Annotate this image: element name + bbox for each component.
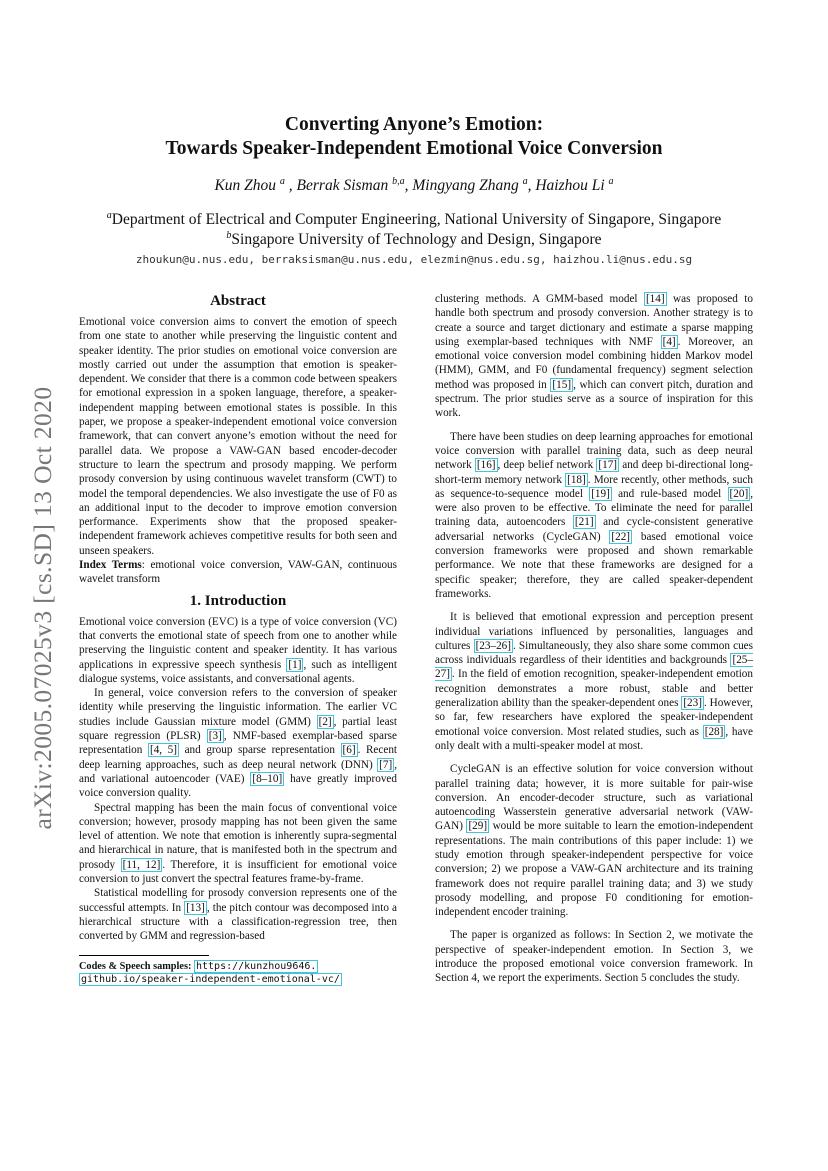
- citation-link[interactable]: [3]: [208, 730, 222, 743]
- paragraph: [435, 430, 753, 602]
- citation-link[interactable]: [17]: [598, 459, 618, 472]
- paragraph-text: In general, voice conversion refers to the conversion of speaker identity while preserving the linguistic information. The earlier VC studies include Gaussian mixture model (GMM): [79, 687, 397, 728]
- author-emails: zhoukun@u.nus.edu, berraksisman@u.nus.edu, elezmin@nus.edu.sg, haizhou.li@nus.edu.sg: [135, 253, 693, 266]
- citation-link[interactable]: [14]: [645, 293, 665, 305]
- paragraph-text: . Therefore, it is insufficient for emotional voice conversion to just convert the spectral features frame-by-frame.: [79, 858, 397, 885]
- citation-link[interactable]: [25–27]: [435, 654, 753, 681]
- citation-link[interactable]: [2]: [318, 715, 332, 728]
- citation-link[interactable]: [8–10]: [252, 772, 283, 785]
- paragraph-text: clustering methods. A GMM-based model: [435, 293, 644, 305]
- paragraph: [435, 762, 753, 919]
- paragraph-text: Spectral mapping has been the main focus of conventional voice conversion; however, prosody mapping has not been given the same level of attention. We note that emotion is inherently supra-segmental and hierarchical in nature, that is manifested both in the spectrum and prosody: [79, 801, 397, 871]
- footnote-rule: [79, 955, 209, 956]
- citation-link[interactable]: [6]: [342, 744, 356, 757]
- citation-link[interactable]: [16]: [476, 459, 496, 472]
- citation-link[interactable]: [4]: [662, 335, 676, 348]
- author-affiliation-mark: b,a: [392, 176, 405, 187]
- paragraph-text: and deep bi-directional long-short-term memory network: [435, 459, 754, 486]
- paragraph-text: . Recent deep learning approaches, such as deep neural network (DNN): [79, 744, 398, 771]
- paragraph-text: and group sparse representation: [179, 744, 341, 757]
- paragraph-text: It is believed that emotional expression and perception present individual variations influenced by personalities, languages and cultures: [435, 611, 753, 652]
- project-url-link[interactable]: https://kunzhou9646.: [195, 961, 317, 973]
- paragraph-text: and cycle-consistent generative adversarial networks (CycleGAN): [435, 516, 754, 543]
- paragraph-text: There have been studies on deep learning approaches for emotional voice conversion with parallel training data, such as deep neural network: [435, 430, 753, 472]
- author: Berrak Sisman: [296, 177, 389, 195]
- paragraph: [79, 801, 397, 887]
- citation-link[interactable]: [15]: [552, 378, 572, 391]
- citation-link[interactable]: [13]: [186, 901, 205, 914]
- paragraph-text: . In the field of emotion recognition, speaker-independent emotion recognition demonstrates a more robust, stable and better generalization ability than the speaker-dependent ones: [435, 668, 753, 710]
- author-affiliation-mark: a: [608, 176, 614, 187]
- paragraph: [435, 610, 753, 753]
- paragraph-text: was proposed to handle both spectrum and prosody conversion. Another strategy is to create a source and target dictionary and estimate a sparse mapping using exemplar-based techniques with NMF: [435, 293, 753, 348]
- citation-link[interactable]: [29]: [468, 820, 488, 833]
- paragraph: [435, 292, 753, 421]
- paragraph-text: , the pitch contour was decomposed into a hierarchical structure with a classification-regression tree, then converted by GMM and regression-based: [79, 901, 397, 943]
- project-url-link-cont[interactable]: github.io/speaker-independent-emotional-vc/: [81, 974, 340, 986]
- paragraph-text: , NMF-based exemplar-based sparse representation: [79, 730, 397, 757]
- arxiv-identifier: arXiv:2005.07025v3 [cs.SD] 13 Oct 2020: [28, 386, 57, 830]
- paragraph-text: based emotional voice conversion frameworks were proposed and shown remarkable performance. We note that these frameworks are designed for a specific speaker; therefore, they are called speaker-dependent frameworks.: [435, 530, 753, 600]
- citation-link[interactable]: [28]: [704, 725, 724, 738]
- abstract-heading: Abstract: [210, 293, 266, 309]
- citation-link[interactable]: [20]: [729, 487, 749, 500]
- paragraph-text: CycleGAN is an effective solution for voice conversion without parallel training data; however, it is more suitable for pair-wise conversion. An encoder-decoder structure, such as variational autoencoding Wasserstein generative adversarial network (VAW-GAN): [435, 763, 753, 833]
- index-terms: : emotional voice conversion, VAW-GAN, continuous wavelet transform: [79, 559, 397, 586]
- right-column: [435, 292, 753, 986]
- affiliation-sutd: $^b$Singapore University of Technology and Design, Singapore: [226, 230, 602, 249]
- footnote: [79, 960, 397, 986]
- citation-link[interactable]: [19]: [591, 487, 610, 500]
- author: Mingyang Zhang: [412, 177, 519, 195]
- footnote-label: Codes & Speech samples:: [79, 961, 192, 973]
- paragraph: [435, 928, 753, 985]
- citation-link[interactable]: [4, 5]: [149, 744, 177, 757]
- abstract-text: Emotional voice conversion aims to convert the emotion of speech from one state to another while preserving the linguistic content and speaker identity. The prior studies on emotional voice conversion are mostly carried out under the assumption that emotion is speaker-dependent. We consider that there is a common code between speakers for emotional expression in a spoken language, therefore, a speaker-independent mapping between emotional states is possible. In this paper, we propose a speaker-independent emotional voice conversion framework, that can convert anyone’s emotion without the need for parallel data. We propose a VAW-GAN based encoder-decoder structure to learn the spectrum and prosody mapping. We perform prosody conversion by using continuous wavelet transform (CWT) to model the temporal dependencies. We also investigate the use of F0 as an additional input to the decoder to improve emotion conversion performance. Experiments show that the proposed speaker-independent framework achieves competitive results for both seen and unseen speakers. Index Terms: emotional voice conversion, VAW-GAN, continuous wavelet transform: [79, 316, 397, 586]
- affiliation-nus: $^a$Department of Electrical and Computer Engineering, National University of Singapore, Singapore: [106, 210, 722, 229]
- author: Kun Zhou: [214, 177, 277, 195]
- paragraph-text: . Simultaneously, they also share some common cues across individuals regardless of their identities and backgrounds: [435, 639, 753, 667]
- left-column: [79, 292, 397, 986]
- paragraph-text: would be more suitable to learn the emotion-independent representations. The main contributions of this paper include: 1) we study emotion through speaker-independent perspective for voice conversion; 2) we propose a VAW-GAN architecture and its training framework does not require parallel training data; and 3) we study prosody modelling, and propose F0 conditioning for emotion-independent encoder training.: [435, 820, 754, 919]
- paragraph-text: Emotional voice conversion (EVC) is a type of voice conversion (VC) that converts the emotional state of speech from one to another while preserving the linguistic content and speaker identity. It has various applications in expressive speech synthesis: [79, 615, 397, 671]
- citation-link[interactable]: [21]: [574, 516, 594, 529]
- citation-link[interactable]: [18]: [567, 473, 586, 486]
- citation-link[interactable]: [23]: [683, 697, 702, 710]
- paragraph-text: Statistical modelling for prosody conversion represents one of the successful attempts. In: [79, 887, 397, 914]
- author-affiliation-mark: a: [279, 176, 285, 187]
- paragraph-text: . Moreover, an emotional voice conversion model combining hidden Markov model (HMM), GMM, and F0 (fundamental frequency) segment selection method was proposed in: [435, 335, 753, 391]
- author: Haizhou Li: [535, 177, 605, 195]
- citation-link[interactable]: [22]: [611, 530, 631, 543]
- paper-title-line-2: Towards Speaker-Independent Emotional Voice Conversion: [165, 138, 663, 159]
- paragraph-text: and rule-based model: [611, 487, 728, 500]
- paragraph: [79, 686, 397, 800]
- citation-link[interactable]: [23–26]: [475, 639, 511, 652]
- paragraph-text: have greatly improved voice conversion quality.: [79, 772, 397, 800]
- paragraph-text: , which can convert pitch, duration and spectrum. The prior studies serve as a source of inspiration for this work.: [435, 378, 753, 420]
- paragraph-text: , deep belief network: [497, 459, 597, 472]
- paragraph: [79, 886, 397, 943]
- index-terms-label: Index Terms: [79, 559, 142, 572]
- citation-link[interactable]: [7]: [379, 758, 393, 771]
- paragraph-text: , have only dealt with a multi-speaker model at most.: [435, 725, 753, 752]
- introduction-heading: 1. Introduction: [189, 592, 287, 609]
- introduction-body: [79, 615, 397, 944]
- author-affiliation-mark: a: [522, 176, 528, 187]
- paper-title-line-1: Converting Anyone’s Emotion:: [284, 114, 544, 135]
- paragraph-text: , and variational autoencoder (VAE): [79, 758, 397, 785]
- paragraph-text: , partial least square regression (PLSR): [79, 715, 397, 743]
- citation-link[interactable]: [11, 12]: [122, 858, 161, 871]
- paragraph-text: , such as intelligent dialogue systems, voice assistants, and conversational agents.: [79, 658, 397, 685]
- citation-link[interactable]: [1]: [288, 658, 302, 671]
- paragraph-text: The paper is organized as follows: In Section 2, we motivate the perspective of speaker-independent emotion. In Section 3, we introduce the proposed emotional voice conversion framework. In Section 4, we report the experiments. Section 5 concludes the study.: [435, 929, 753, 985]
- paragraph-text: . More recently, other methods, such as sequence-to-sequence model: [435, 473, 754, 500]
- paragraph: [79, 615, 397, 686]
- author-list: Kun Zhou $^a$ , Berrak Sisman $^{b,a}$, Mingyang Zhang $^a$, Haizhou Li $^a$: [214, 176, 614, 195]
- paragraph-text: , were also proven to be effective. To eliminate the need for parallel training data, autoencoders: [435, 487, 753, 529]
- introduction-body-continued: [435, 292, 753, 986]
- paragraph-text: . However, so far, few researchers have explored the speaker-independent emotional voice conversion. Most related studies, such as: [435, 697, 753, 738]
